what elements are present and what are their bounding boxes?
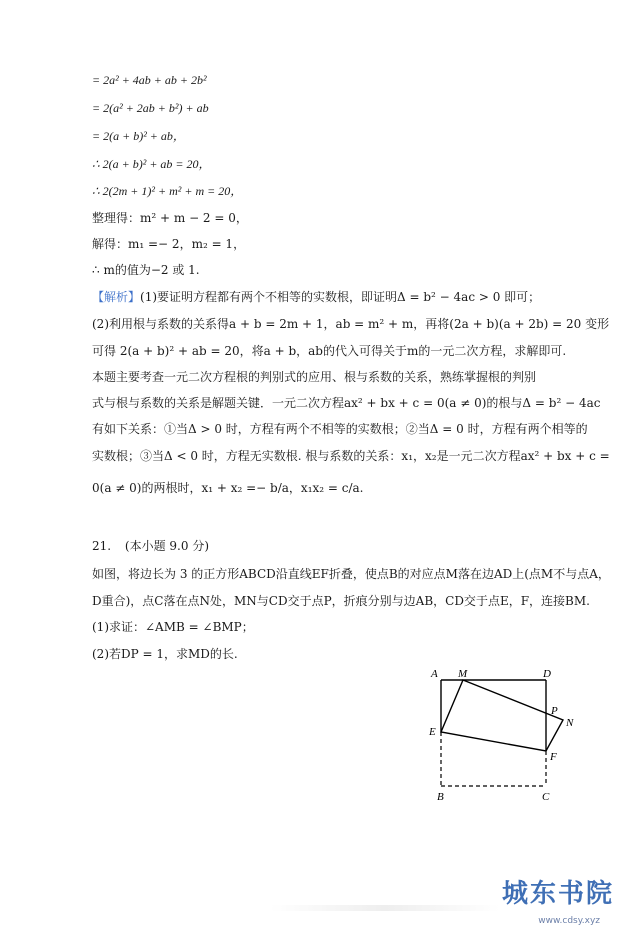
analysis-line-6: 有如下关系：①当Δ > 0 时，方程有两个不相等的实数根；②当Δ = 0 时，方程有两个相等的 — [92, 422, 588, 436]
analysis-text-1: (1)要证明方程都有两个不相等的实数根，即证明Δ = b² − 4ac > 0 即可； — [140, 290, 541, 304]
question-points: (本小题 9.0 分) — [124, 539, 209, 553]
analysis-tag: 【解析】 — [92, 290, 141, 304]
analysis-line-4: 本题主要考查一元二次方程根的判别式的应用、根与系数的关系，熟练掌握根的判别 — [92, 370, 537, 384]
label-m: M — [458, 668, 468, 680]
question-number: 21. — [92, 539, 112, 553]
label-b: B — [437, 791, 444, 803]
solution-line-5: ∴ 2(2m + 1)² + m² + m = 20， — [92, 184, 243, 198]
label-d: D — [543, 668, 551, 680]
label-p: P — [551, 705, 558, 717]
solution-line-6: 整理得：m² + m − 2 = 0， — [92, 211, 248, 225]
solution-line-3: = 2(a + b)² + ab， — [92, 129, 185, 143]
solution-line-2: = 2(a² + 2ab + b²) + ab — [92, 101, 209, 115]
geometry-figure — [425, 662, 585, 812]
watermark-url: www.cdsy.xyz — [538, 916, 600, 926]
label-f: F — [550, 751, 557, 763]
folded-quadrilateral — [441, 680, 563, 751]
solution-line-4: ∴ 2(a + b)² + ab = 20， — [92, 157, 211, 171]
label-e: E — [429, 726, 436, 738]
analysis-line-2: (2)利用根与系数的关系得a + b = 2m + 1，ab = m² + m，再将(2a + b)(a + 2b) = 20 变形 — [92, 317, 610, 331]
question-part-1: (1)求证：∠AMB = ∠BMP； — [92, 620, 254, 634]
question-part-2: (2)若DP = 1，求MD的长. — [92, 647, 238, 661]
label-c: C — [542, 791, 550, 803]
solution-line-8: ∴ m的值为−2 或 1. — [92, 263, 200, 277]
watermark-logo: 城东书院 — [501, 879, 614, 909]
label-n: N — [566, 717, 574, 729]
analysis-line-8: 0(a ≠ 0)的两根时，x₁ + x₂ =− b/a，x₁x₂ = c/a. — [92, 481, 364, 495]
analysis-line-3: 可得 2(a + b)² + ab = 20，将a + b，ab的代入可得关于m的一元二次方程，求解即可. — [92, 344, 567, 358]
solution-line-7: 解得：m₁ =− 2，m₂ = 1， — [92, 237, 246, 251]
solution-line-1: = 2a² + 4ab + ab + 2b² — [92, 73, 207, 87]
question-header — [92, 538, 600, 554]
label-a: A — [431, 668, 438, 680]
analysis-line-1 — [92, 289, 600, 305]
question-text-1: 如图，将边长为 3 的正方形ABCD沿直线EF折叠，使点B的对应点M落在边AD上(点M不与点A， — [92, 567, 610, 581]
question-text-2: D重合)，点C落在点N处，MN与CD交于点P，折痕分别与边AB，CD交于点E，F，连接BM. — [92, 594, 590, 608]
analysis-line-5: 式与根与系数的关系是解题关键．一元二次方程ax² + bx + c = 0(a ≠ 0)的根与Δ = b² − 4ac — [92, 396, 601, 410]
analysis-line-7: 实数根；③当Δ < 0 时，方程无实数根. 根与系数的关系：x₁，x₂是一元二次方程ax² + bx + c = — [92, 449, 610, 463]
faint-strip — [270, 905, 500, 911]
